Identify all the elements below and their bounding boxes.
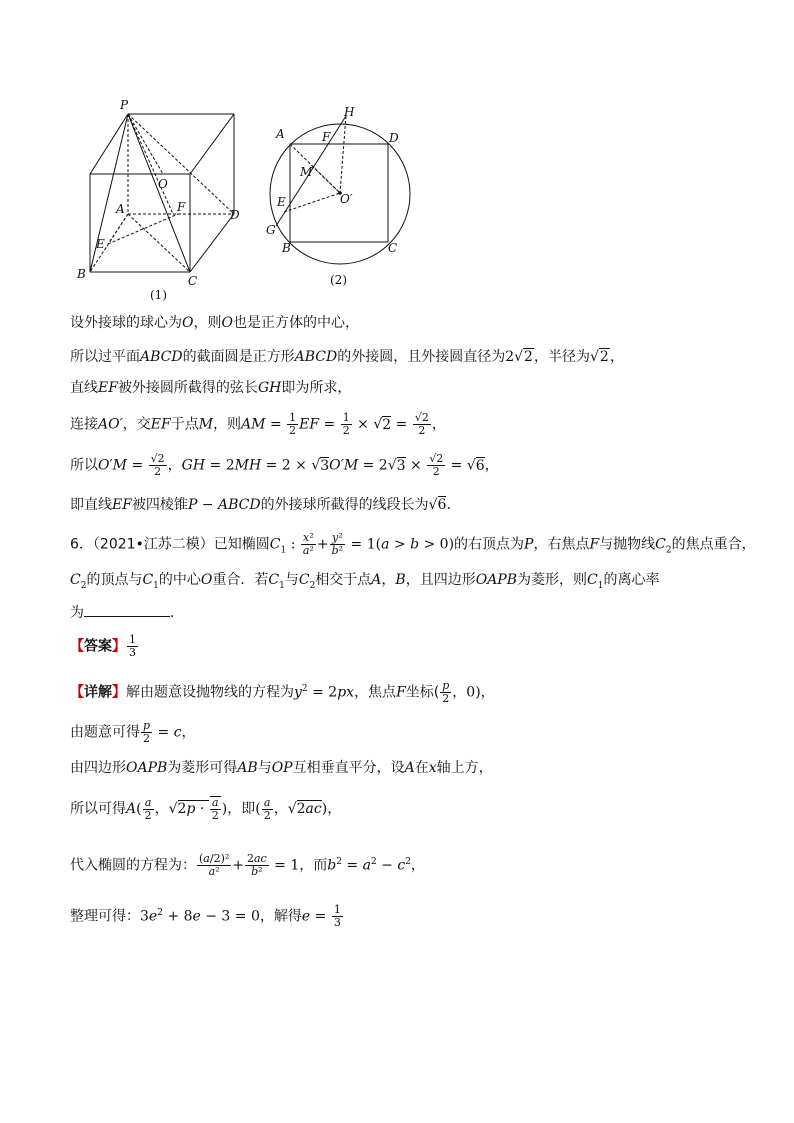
- fig1-label-c: C: [188, 274, 198, 288]
- fig2-label-f: F: [322, 130, 331, 144]
- fig2-caption: (2): [330, 273, 347, 287]
- detail-line-4: 所以可得A( $\frac{a}{2}$ ，√2p · $\frac{a}{2}$ )，即( $\frac{a}{2}$ ，√2ac)，: [70, 795, 342, 822]
- text-line-3: 直线EF被外接圆所截得的弦长GH即为所求，: [70, 380, 352, 396]
- answer-label: 【答案】: [70, 638, 126, 655]
- fig1-label-p: P: [120, 98, 129, 112]
- fig2-label-m: M: [300, 165, 313, 179]
- text-line-5: 所以O′M = $\frac{√2}{2}$ ，GH = 2MH = 2 × √3O′M = 2√3 × $\frac{√2}{2}$ = √6，: [70, 452, 499, 478]
- detail-line-1: 【详解】解由题意设抛物线的方程为$y^2 = 2px$，焦点F坐标( $\frac{p}{2}$ ，0)，: [70, 679, 495, 706]
- fig2-label-g: G: [266, 223, 276, 237]
- detail-line-6: 整理可得：$3e^2 + 8e - 3 = 0$，解得e = $\frac{1}{3}$: [70, 903, 341, 930]
- fig2-label-c: C: [388, 241, 398, 255]
- text-line-1: 设外接球的球心为O，则O也是正方体的中心，: [70, 315, 359, 331]
- text-line-4: 连接AO′，交EF于点M，则AM = $\frac{1}{2}$ EF = $\frac{1}{2}$ × √2 = $\frac{√2}{2}$ ，: [70, 411, 446, 437]
- figure-cube: [68, 96, 258, 306]
- fig2-label-o: O′: [340, 192, 353, 206]
- fig1-label-e: E: [96, 237, 105, 251]
- fig1-label-d: D: [230, 208, 240, 222]
- fig2-label-h: H: [344, 105, 355, 119]
- detail-line-5: 代入椭圆的方程为： $\frac{\text{(a/2)²}}{\text{a²}}$ + $\frac{2ac}{\text{b²}}$ = 1，而$b^2 = a^2 - c^2$，: [70, 852, 425, 879]
- fig1-label-o: O: [158, 177, 168, 191]
- text-line-2: 所以过平面ABCD的截面圆是正方形ABCD的外接圆，且外接圆直径为2√2，半径为√2，: [70, 349, 624, 365]
- question-6-line-1: 6．（2021•江苏二模）已知椭圆$C_1$ : $\frac{\text{x²}}{\text{a²}}$ + $\frac{\text{y²}}{\text{b²}}$ = 1(a > b > 0)的右顶点为P，右焦点F与抛物线$C_2$的焦点重合，: [70, 531, 756, 557]
- question-6-line-3: 为 ．: [70, 602, 184, 623]
- fig2-label-d: D: [389, 131, 399, 145]
- detail-line-2: 由题意可得 $\frac{p}{2}$ = c，: [70, 719, 196, 745]
- question-6-line-2: $C_2$的顶点与$C_1$的中心O重合．若$C_1$与$C_2$相交于点A，B，且四边形OAPB为菱形，则$C_1$的离心率: [70, 572, 660, 591]
- detail-line-3: 由四边形OAPB为菱形可得AB与OP互相垂直平分，设A在x轴上方，: [70, 760, 493, 776]
- fig2-label-e: E: [277, 195, 286, 209]
- answer-blank: [84, 602, 170, 617]
- fig1-label-a: A: [116, 202, 125, 216]
- fig2-label-b: B: [282, 241, 291, 255]
- fig1-label-f: F: [177, 200, 186, 214]
- figure-circle: [262, 100, 422, 290]
- fig1-label-b: B: [77, 267, 86, 281]
- fig1-caption: (1): [150, 288, 167, 302]
- text-line-6: 即直线EF被四棱锥P − ABCD的外接球所截得的线段长为√6．: [70, 497, 461, 513]
- fig2-label-a: A: [276, 127, 285, 141]
- answer-line: 【答案】 $\frac{1}{3}$: [70, 633, 136, 659]
- detail-label: 【详解】: [70, 684, 126, 701]
